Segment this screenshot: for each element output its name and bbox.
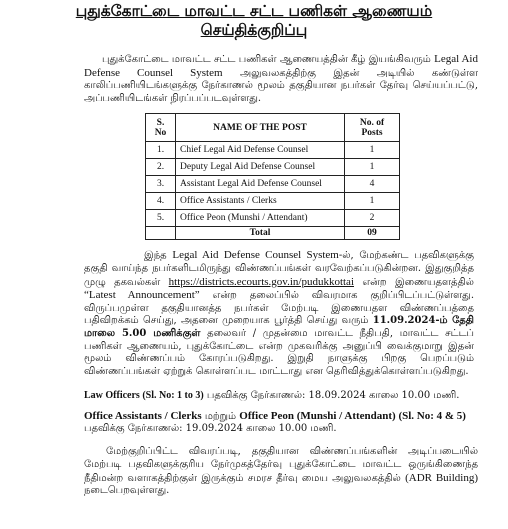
row-sno: 1. <box>146 142 176 159</box>
table-header-row <box>146 114 400 142</box>
row-post-name: Office Assistants / Clerks <box>176 193 345 210</box>
body-text-e: தலைவர் / முதன்மை மாவட்ட நீதிபதி, மாவட்ட சட்டப் பணிகள் ஆணையம், புதுக்கோட்டை என்ற முகவரிக்கு அனுப்பி வைக்குமாறு இதன் மூலம் விண்ணப்பம் கோரப்படுகிறது. இறுதி நாளுக்கு பிறகு பெறப்படும் விண்ணப்பங்கள் ஏற்றுக் கொள்ளப்பட மாட்டாது என தெரிவித்துக்கொள்ளப்படுகிறது. <box>84 327 474 377</box>
row-post-count: 1 <box>345 193 400 210</box>
posts-table <box>145 113 400 240</box>
row-post-count: 4 <box>345 176 400 193</box>
total-label: Total <box>176 227 345 240</box>
row-post-name: Deputy Legal Aid Defense Counsel <box>176 159 345 176</box>
closing-paragraph <box>84 446 478 497</box>
row-post-count: 2 <box>345 210 400 227</box>
intro-text-2: அலுவலகத்திற்கு இதன் அடியில் கண்டுள்ள காலிப்பணியிடங்களுக்கு நேர்காணல் மூலம் தகுதியான நபர்கள் தேர்வு செய்யப்பட்டு, அப்பணியிடங்கள் நிரப்பப்படவுள்ளது. <box>84 67 478 104</box>
intro-text-1: புதுக்கோட்டை மாவட்ட சட்ட பணிகள் ஆணையத்தின் கீழ் இயங்கிவரும் <box>102 54 435 65</box>
intro-system-name: Legal Aid Defense Counsel System <box>84 53 478 79</box>
page-title <box>0 0 508 39</box>
table-row <box>146 193 400 210</box>
title-line-2: செய்திக்குறிப்பு <box>200 20 308 39</box>
schedule2-label2: Office Peon (Munshi / Attendant) (Sl. No: 4 & 5) <box>239 410 466 423</box>
body-text-a: இந்த <box>144 250 173 262</box>
row-post-count: 1 <box>345 142 400 159</box>
header-post-count: No. of Posts <box>345 114 400 142</box>
website-link[interactable]: https://districts.ecourts.gov.in/pudukkottai <box>168 275 354 288</box>
body-text-d: என்ற தலைப்பில் விவரமாக குறிப்பிடப்பட்டுள்ளது. விருப்பமுள்ள தகுதியானத்த நபர்கள் மேற்படி இணையதள விண்ணப்பத்தை பதிவிறக்கம் செய்து, அதனை முறையாக பூர்த்தி செய்து வரும் <box>84 290 474 327</box>
row-post-name: Chief Legal Aid Defense Counsel <box>176 142 345 159</box>
table-total-row <box>146 227 400 240</box>
table-row <box>146 142 400 159</box>
intro-paragraph <box>84 53 478 105</box>
schedule1-label: Law Officers (Sl. No: 1 to 3) <box>84 390 204 402</box>
adr-building-text: (ADR Building) <box>405 471 479 484</box>
interview-schedule-1 <box>84 390 478 402</box>
body-text-b: -ல், மேற்கண்ட பதவிகளுக்கு தகுதி வாய்ந்த நபர்களிடமிருந்து விண்ணப்பங்கள் வரவேற்கப்படுகின்றன. இதுகுறித்த முழு தகவல்கள் <box>84 250 474 288</box>
row-sno: 2. <box>146 159 176 176</box>
total-value: 09 <box>345 227 400 240</box>
schedule2-text: பதவிக்கு நேர்காணல்: 19.09.2024 காலை 10.00 மணி. <box>84 423 337 435</box>
interview-schedule-2 <box>84 410 478 435</box>
latest-announcement-text: “Latest Announcement” <box>84 289 200 302</box>
table-row <box>146 176 400 193</box>
body-text-c: என்ற இணையதளத்தில் <box>354 276 474 288</box>
total-empty-cell <box>146 227 176 240</box>
schedule2-mid: மற்றும் <box>201 411 240 423</box>
row-sno: 5. <box>146 210 176 227</box>
table-row <box>146 210 400 227</box>
body-system-name: Legal Aid Defense Counsel System <box>172 249 339 262</box>
closing-text-b: நடைபெறவுள்ளது. <box>84 485 170 497</box>
schedule2-label: Office Assistants / Clerks <box>84 410 202 423</box>
row-sno: 3. <box>146 176 176 193</box>
schedule1-text: பதவிக்கு நேர்காணல்: 18.09.2024 காலை 10.00 மணி. <box>203 390 460 402</box>
header-sno: S. No <box>146 114 176 142</box>
title-line-1: புதுக்கோட்டை மாவட்ட சட்ட பணிகள் ஆணையம் <box>75 1 433 20</box>
deadline-text: 11.09.2024-ம் தேதி மாலை 5.00 மணிக்குள் <box>84 315 474 339</box>
closing-text-a: மேற்குறிப்பிட்ட விவரப்படி, தகுதியான விண்ணப்பங்களின் அடிப்படையில் மேற்படி பதவிகளுக்குரிய நேர்முகத்தேர்வு புதுக்கோட்டை மாவட்ட ஒருங்கிணைந்த நீதிமன்ற வளாகத்திற்குள் இருக்கும் சமரச தீர்வு மைய அலுவலகத்தில் <box>84 446 478 484</box>
row-sno: 4. <box>146 193 176 210</box>
row-post-name: Assistant Legal Aid Defense Counsel <box>176 176 345 193</box>
header-post-name: NAME OF THE POST <box>176 114 345 142</box>
details-paragraph <box>84 249 474 378</box>
row-post-count: 1 <box>345 159 400 176</box>
table-row <box>146 159 400 176</box>
row-post-name: Office Peon (Munshi / Attendant) <box>176 210 345 227</box>
